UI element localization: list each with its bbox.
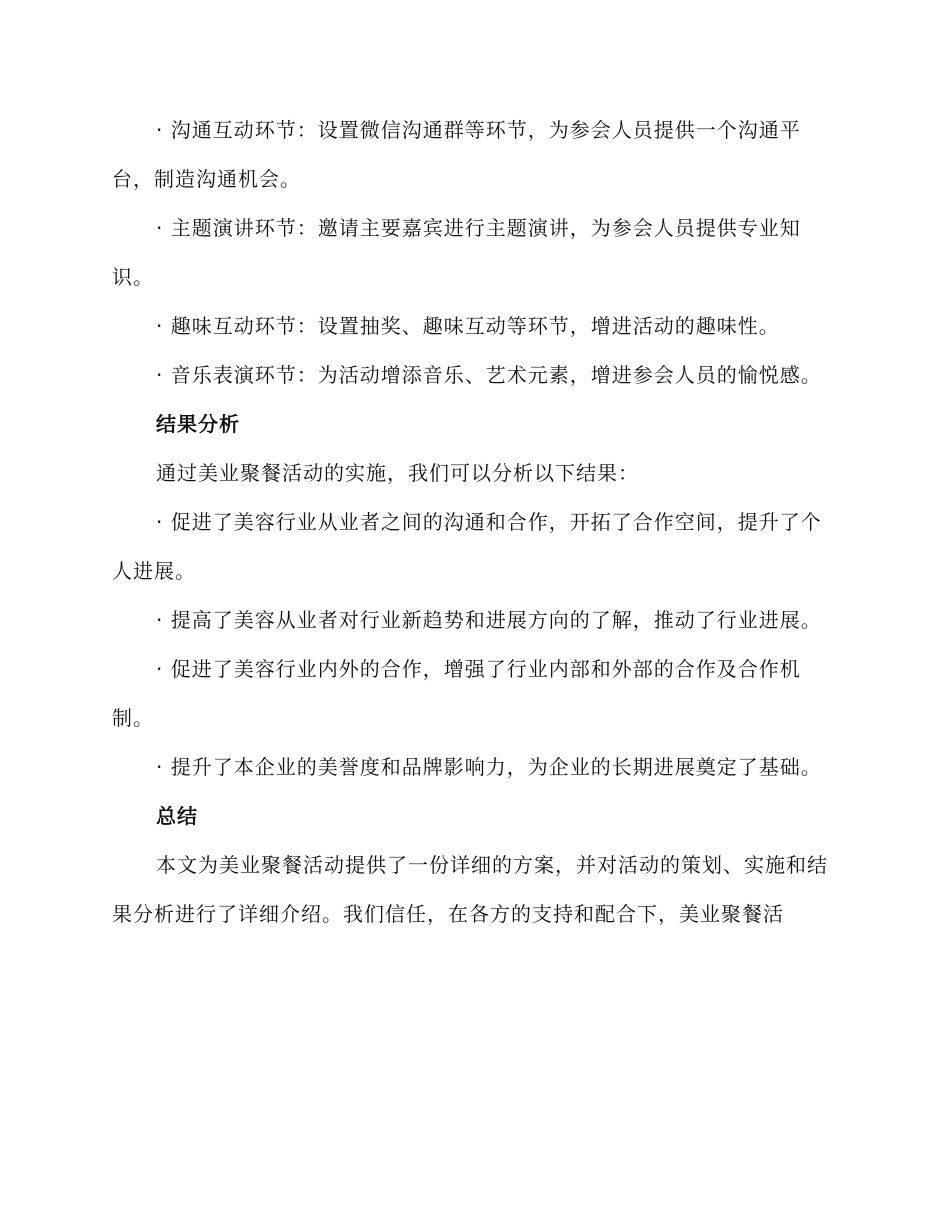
results-item-cooperation: · 促进了美容行业内外的合作，增强了行业内部和外部的合作及合作机制。: [112, 657, 801, 730]
interaction-item-keynote: · 主题演讲环节：邀请主要嘉宾进行主题演讲，为参会人员提供专业知识。: [112, 216, 801, 289]
results-item-brand: · 提升了本企业的美誉度和品牌影响力，为企业的长期进展奠定了基础。: [156, 755, 822, 779]
results-heading: 结果分析: [156, 412, 240, 436]
results-item-communication: · 促进了美容行业从业者之间的沟通和合作，开拓了合作空间，提升了个人进展。: [112, 510, 822, 583]
results-intro: 通过美业聚餐活动的实施，我们可以分析以下结果：: [156, 461, 639, 485]
document-page: [112, 106, 832, 939]
interaction-item-communication: · 沟通互动环节：设置微信沟通群等环节，为参会人员提供一个沟通平台，制造沟通机会。: [112, 118, 801, 191]
summary-heading: 总结: [156, 804, 198, 828]
interaction-item-music: · 音乐表演环节：为活动增添音乐、艺术元素，增进参会人员的愉悦感。: [156, 363, 822, 387]
interaction-item-fun: · 趣味互动环节：设置抽奖、趣味互动等环节，增进活动的趣味性。: [156, 314, 780, 338]
results-item-trends: · 提高了美容从业者对行业新趋势和进展方向的了解，推动了行业进展。: [156, 608, 822, 632]
summary-body: 本文为美业聚餐活动提供了一份详细的方案，并对活动的策划、实施和结果分析进行了详细介绍。我们信任，在各方的支持和配合下，美业聚餐活: [112, 853, 828, 926]
